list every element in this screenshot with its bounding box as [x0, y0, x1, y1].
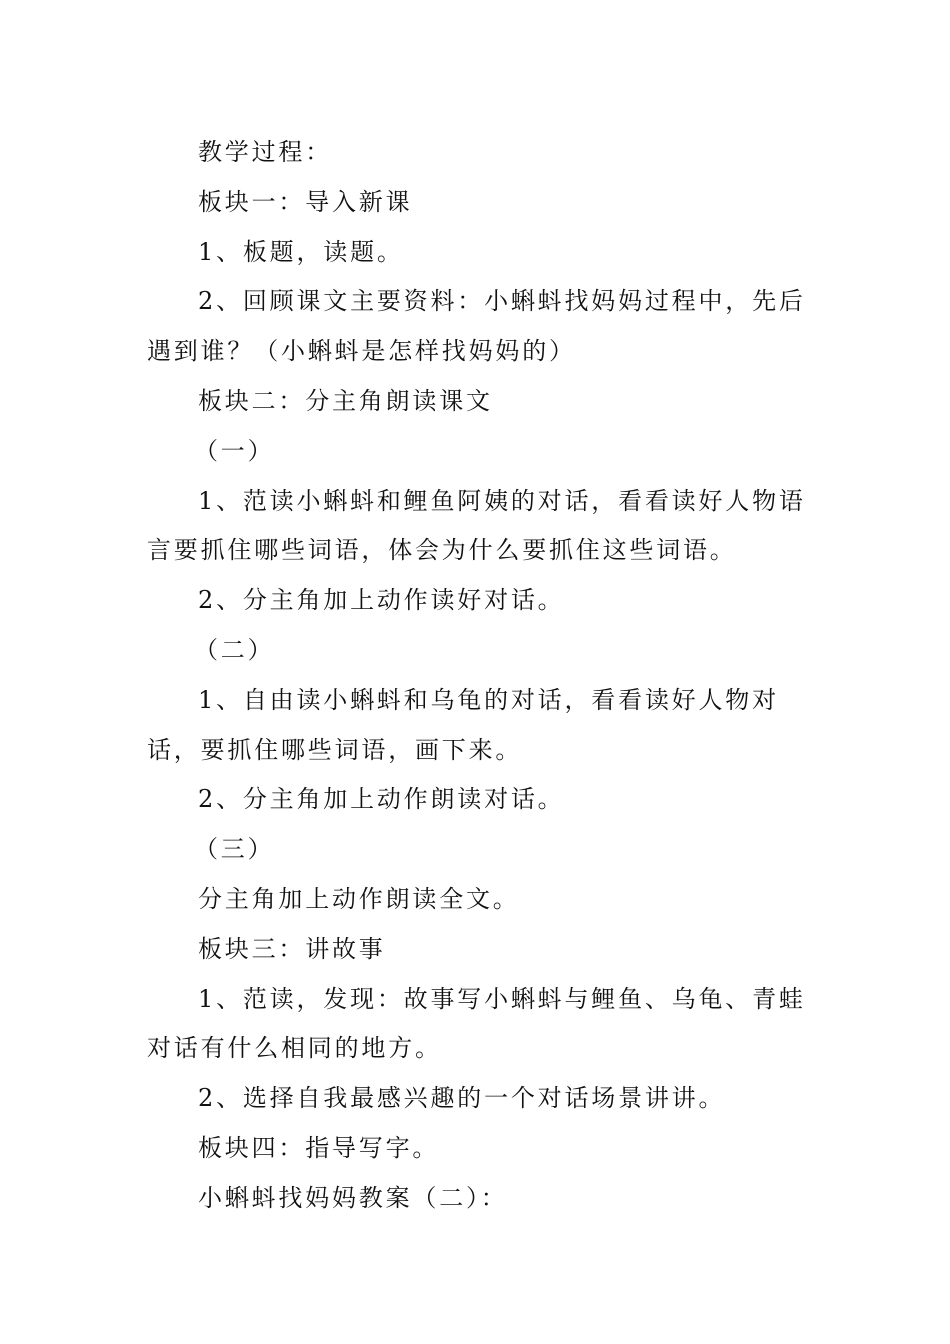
section-heading: 板块三：讲故事: [198, 934, 386, 963]
paragraph: 2、分主角加上动作读好对话。: [198, 586, 565, 615]
section-heading: 板块一：导入新课: [198, 187, 413, 216]
document-body: [147, 128, 807, 1224]
paragraph: 1、自由读小蝌蚪和乌龟的对话，看看读好人物对话，要抓住哪些词语，画下来。: [147, 685, 779, 764]
paragraph: 2、回顾课文主要资料：小蝌蚪找妈妈过程中，先后遇到谁？（小蝌蚪是怎样找妈妈的）: [147, 287, 806, 366]
paragraph: 1、范读，发现：故事写小蝌蚪与鲤鱼、乌龟、青蛙对话有什么相同的地方。: [147, 984, 806, 1063]
subsection-label: （三）: [194, 835, 275, 864]
paragraph: 教学过程：: [198, 138, 332, 166]
paragraph: 1、范读小蝌蚪和鲤鱼阿姨的对话，看看读好人物语言要抓住哪些词语，体会为什么要抓住这些词语。: [147, 486, 806, 565]
subsection-label: （二）: [194, 635, 275, 664]
section-heading: 板块四：指导写字。: [198, 1133, 440, 1162]
section-heading: 板块二：分主角朗读课文: [198, 386, 493, 415]
paragraph: 1、板题，读题。: [198, 237, 404, 266]
paragraph: 小蝌蚪找妈妈教案（二）：: [198, 1183, 508, 1212]
subsection-label: （一）: [194, 436, 275, 465]
paragraph: 2、选择自我最感兴趣的一个对话场景讲讲。: [198, 1084, 726, 1113]
paragraph: 2、分主角加上动作朗读对话。: [198, 785, 565, 814]
paragraph: 分主角加上动作朗读全文。: [198, 884, 520, 913]
